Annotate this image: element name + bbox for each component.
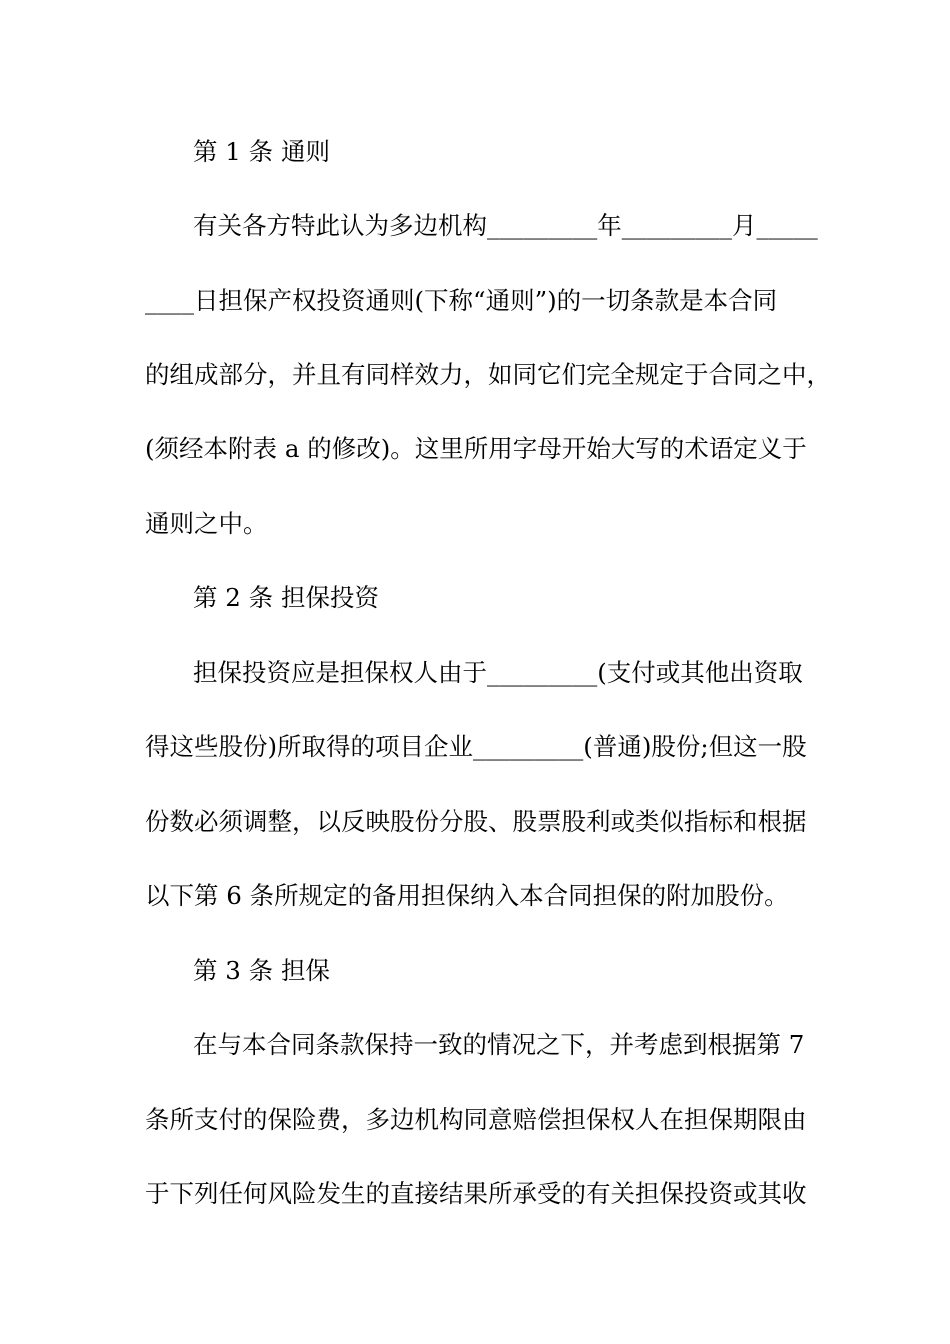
paragraph-line: ____日担保产权投资通则(下称“通则”)的一切条款是本合同	[145, 286, 778, 315]
paragraph-line: 条所支付的保险费，多边机构同意赔偿担保权人在担保期限由	[145, 1105, 807, 1134]
article-3-heading: 第 3 条 担保	[193, 956, 330, 985]
paragraph-line: 以下第 6 条所规定的备用担保纳入本合同担保的附加股份。	[145, 881, 789, 910]
paragraph-line: 在与本合同条款保持一致的情况之下，并考虑到根据第 7	[193, 1030, 805, 1059]
paragraph-line: 有关各方特此认为多边机构_________年_________月_____	[193, 211, 818, 240]
paragraph-line: 通则之中。	[145, 509, 268, 538]
paragraph-line: (须经本附表 a 的修改)。这里所用字母开始大写的术语定义于	[145, 434, 807, 463]
paragraph-line: 于下列任何风险发生的直接结果所承受的有关担保投资或其收	[145, 1179, 807, 1208]
paragraph-line: 的组成部分，并且有同样效力，如同它们完全规定于合同之中，	[145, 360, 831, 389]
paragraph-line: 份数必须调整，以反映股份分股、股票股利或类似指标和根据	[145, 807, 807, 836]
article-1-heading: 第 1 条 通则	[193, 137, 330, 166]
article-2-heading: 第 2 条 担保投资	[193, 583, 379, 612]
paragraph-line: 得这些股份)所取得的项目企业_________(普通)股份;但这一股	[145, 732, 807, 761]
paragraph-line: 担保投资应是担保权人由于_________(支付或其他出资取	[193, 658, 803, 687]
